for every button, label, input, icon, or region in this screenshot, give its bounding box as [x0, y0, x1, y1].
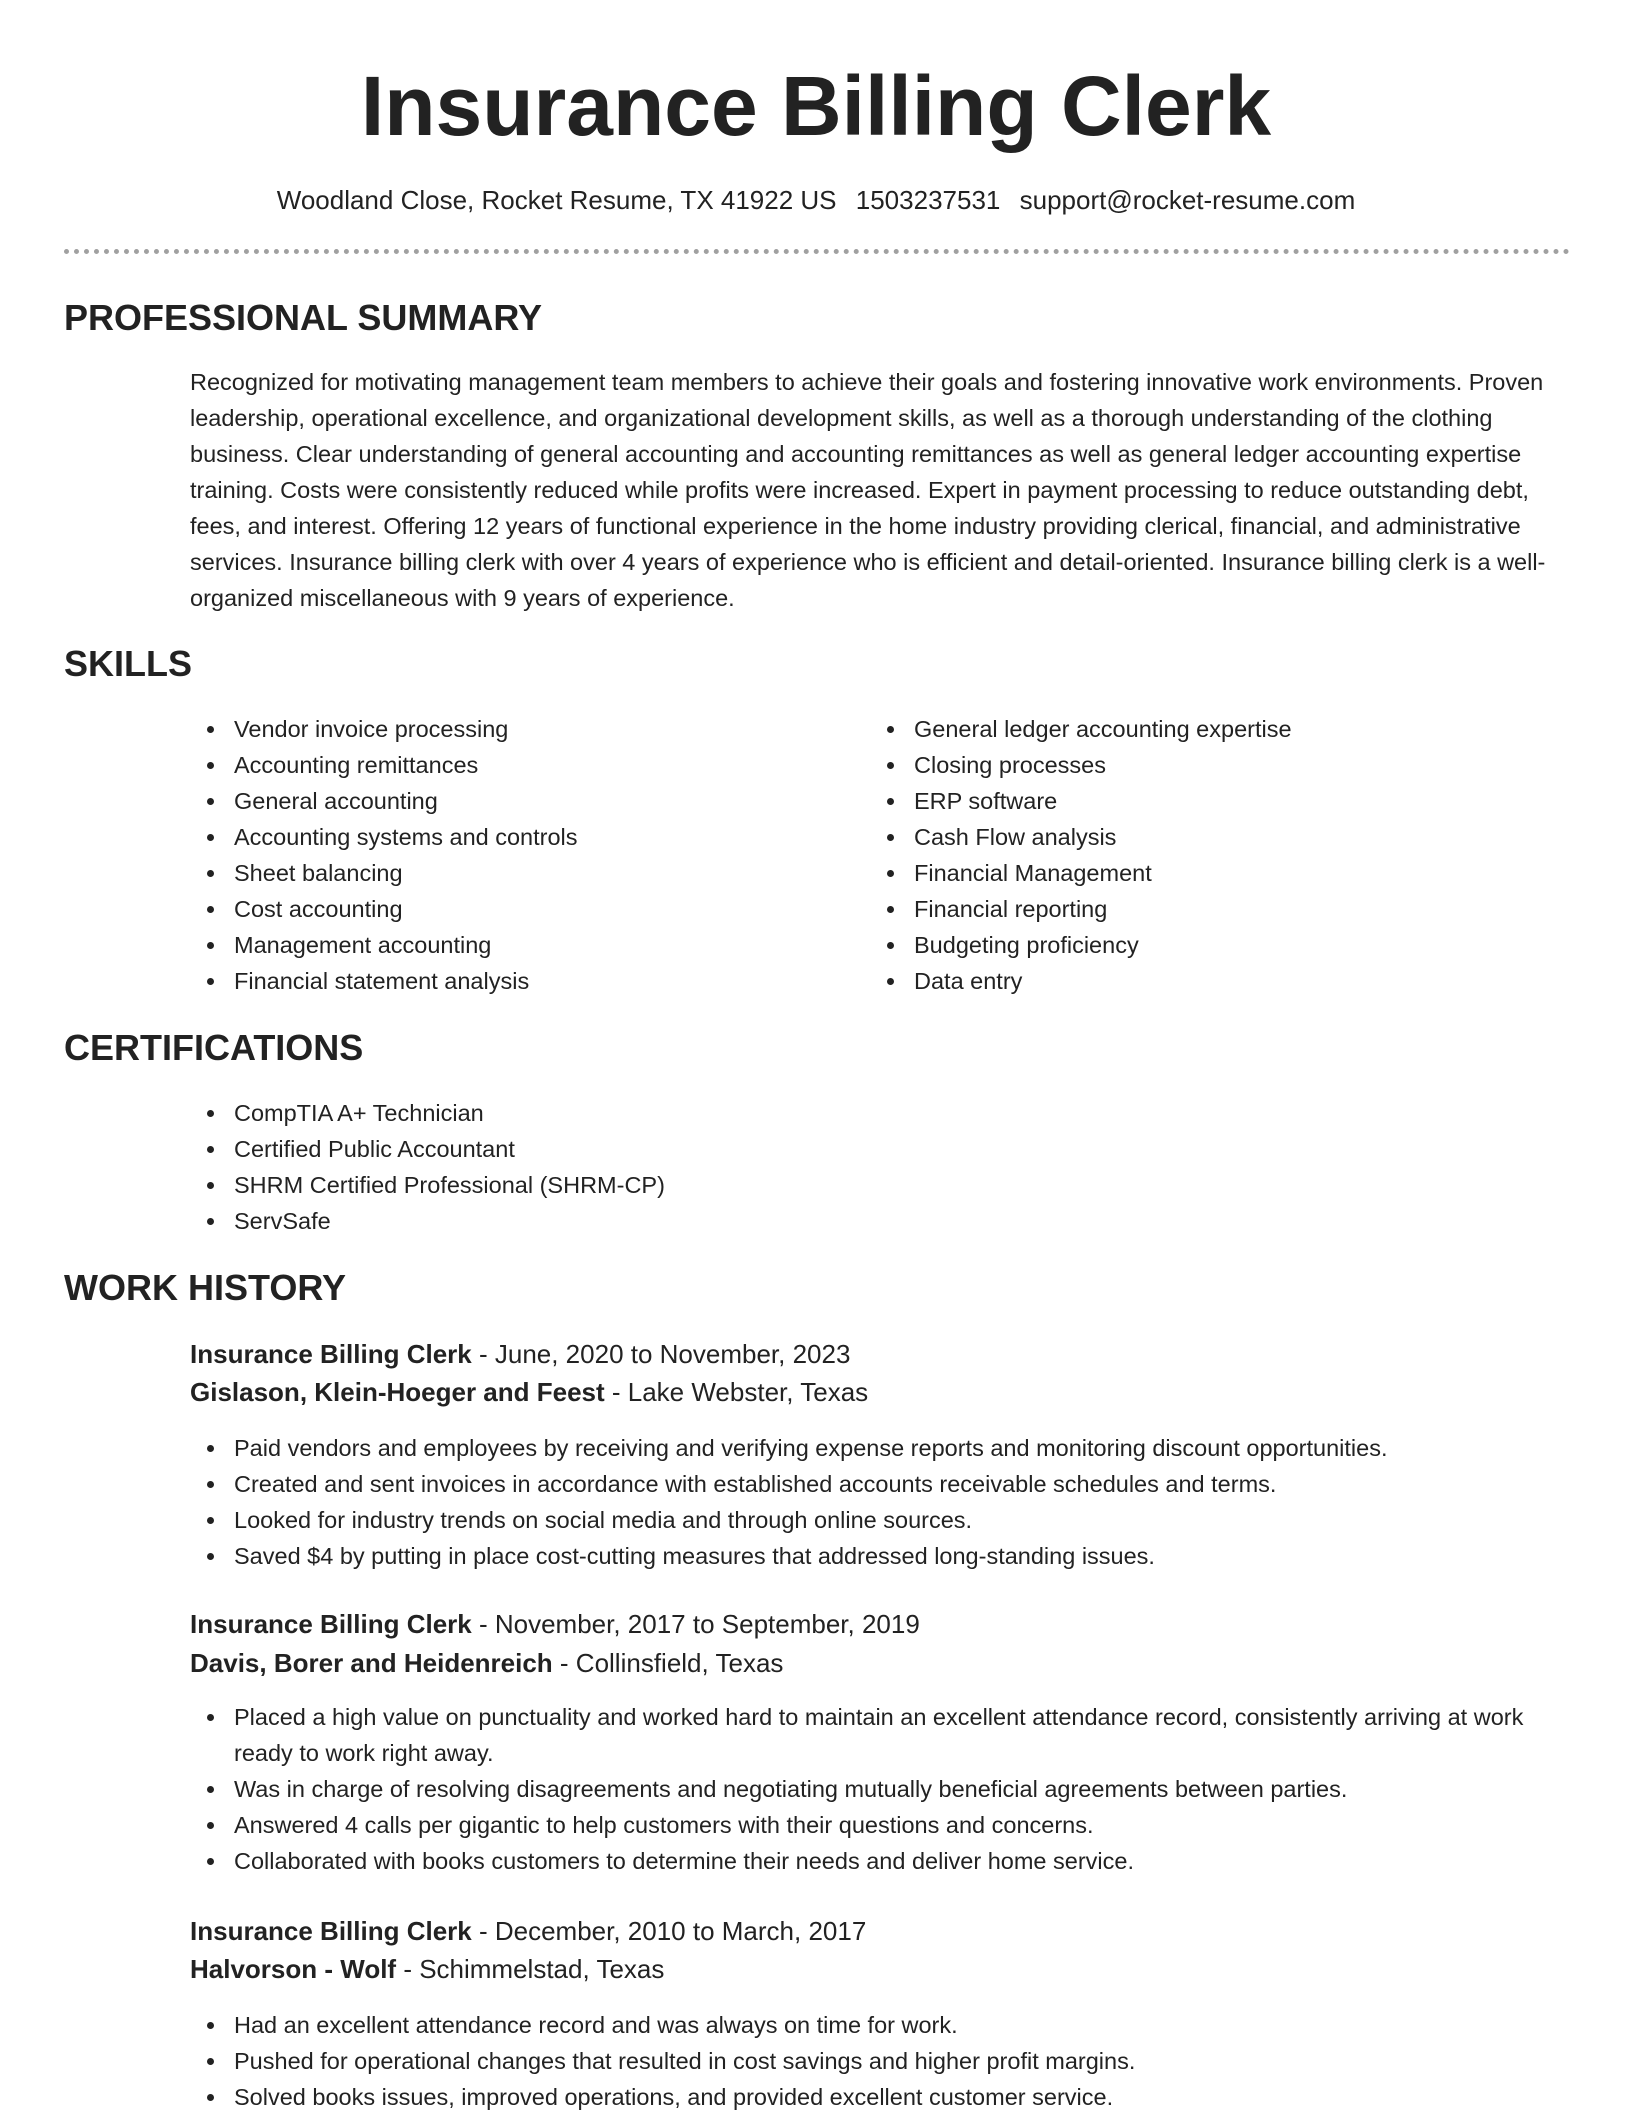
skill-item: ERP software [870, 783, 1550, 819]
job-bullet: Placed a high value on punctuality and worked hard to maintain an excellent attendance record, consistently arriving at work ready to work right away. [190, 1699, 1570, 1771]
skill-item: Sheet balancing [190, 855, 830, 891]
certification-item: SHRM Certified Professional (SHRM-CP) [190, 1167, 1490, 1203]
header-divider [64, 249, 1570, 254]
job-bullet: Had an excellent attendance record and was always on time for work. [190, 2007, 1570, 2043]
skill-item: Data entry [870, 963, 1550, 999]
job-role: Insurance Billing Clerk [190, 1609, 472, 1639]
skills-list-left [190, 711, 830, 999]
skills-heading: SKILLS [64, 643, 193, 684]
skill-item: Cash Flow analysis [870, 819, 1550, 855]
job-title-line [190, 1605, 920, 1643]
contact-email: support@rocket-resume.com [1019, 185, 1356, 215]
job-role: Insurance Billing Clerk [190, 1916, 472, 1946]
skills-list-right [870, 711, 1550, 999]
job-location: - Lake Webster, Texas [604, 1377, 869, 1407]
resume-name: Insurance Billing Clerk [360, 59, 1272, 153]
skill-item: Financial Management [870, 855, 1550, 891]
job-company: Halvorson - Wolf [190, 1954, 397, 1984]
job-bullet: Pushed for operational changes that resulted in cost savings and higher profit margins. [190, 2043, 1570, 2079]
job-bullets [190, 1699, 1570, 1879]
job-company-line [190, 1373, 868, 1411]
skill-item: Budgeting proficiency [870, 927, 1550, 963]
summary-text: Recognized for motivating management team members to achieve their goals and fostering innovative work environments. Proven leadership, operational excellence, and organizational development skills, as well as a thorough understanding of the clothing business. Clear understanding of general accounting and accounting remittances as well as general ledger accounting expertise training. Costs were consistently reduced while profits were increased. Expert in payment processing to reduce outstanding debt, fees, and interest. Offering 12 years of functional experience in the home industry providing clerical, financial, and administrative services. Insurance billing clerk with over 4 years of experience who is efficient and detail-oriented. Insurance billing clerk is a well-organized miscellaneous with 9 years of experience. [190, 369, 1546, 611]
contact-address: Woodland Close, Rocket Resume, TX 41922 US [276, 185, 837, 215]
skill-item: Management accounting [190, 927, 830, 963]
job-bullet: Collaborated with books customers to determine their needs and deliver home service. [190, 1843, 1570, 1879]
skill-item: Vendor invoice processing [190, 711, 830, 747]
job-company-line [190, 1644, 783, 1682]
skill-item: General accounting [190, 783, 830, 819]
summary-heading: PROFESSIONAL SUMMARY [64, 297, 543, 338]
job-dates: - June, 2020 to November, 2023 [471, 1339, 851, 1369]
job-title-line [190, 1335, 850, 1373]
job-title-line [190, 1912, 866, 1950]
job-bullet: Created and sent invoices in accordance with established accounts receivable schedules and terms. [190, 1466, 1570, 1502]
certification-item: Certified Public Accountant [190, 1131, 1490, 1167]
job-location: - Schimmelstad, Texas [396, 1954, 665, 1984]
job-company: Gislason, Klein-Hoeger and Feest [190, 1377, 605, 1407]
skill-item: General ledger accounting expertise [870, 711, 1550, 747]
skill-item: Closing processes [870, 747, 1550, 783]
work-history-heading: WORK HISTORY [64, 1267, 347, 1308]
job-bullets [190, 2007, 1570, 2115]
certifications-heading: CERTIFICATIONS [64, 1027, 364, 1068]
job-bullet: Solved books issues, improved operations, and provided excellent customer service. [190, 2079, 1570, 2115]
job-company-line [190, 1950, 664, 1988]
skill-item: Financial statement analysis [190, 963, 830, 999]
certifications-list [190, 1095, 1490, 1239]
certification-item: CompTIA A+ Technician [190, 1095, 1490, 1131]
job-dates: - November, 2017 to September, 2019 [471, 1609, 920, 1639]
skill-item: Accounting systems and controls [190, 819, 830, 855]
job-dates: - December, 2010 to March, 2017 [471, 1916, 867, 1946]
job-bullet: Looked for industry trends on social media and through online sources. [190, 1502, 1570, 1538]
job-bullet: Paid vendors and employees by receiving and verifying expense reports and monitoring discount opportunities. [190, 1430, 1570, 1466]
job-bullet: Was in charge of resolving disagreements and negotiating mutually beneficial agreements between parties. [190, 1771, 1570, 1807]
skill-item: Accounting remittances [190, 747, 830, 783]
job-bullet: Answered 4 calls per gigantic to help customers with their questions and concerns. [190, 1807, 1570, 1843]
job-location: - Collinsfield, Texas [552, 1648, 784, 1678]
contact-line [0, 182, 1632, 218]
job-bullets [190, 1430, 1570, 1574]
job-role: Insurance Billing Clerk [190, 1339, 472, 1369]
job-company: Davis, Borer and Heidenreich [190, 1648, 553, 1678]
certification-item: ServSafe [190, 1203, 1490, 1239]
skill-item: Cost accounting [190, 891, 830, 927]
contact-phone: 1503237531 [855, 185, 1001, 215]
skill-item: Financial reporting [870, 891, 1550, 927]
job-bullet: Saved $4 by putting in place cost-cutting measures that addressed long-standing issues. [190, 1538, 1570, 1574]
